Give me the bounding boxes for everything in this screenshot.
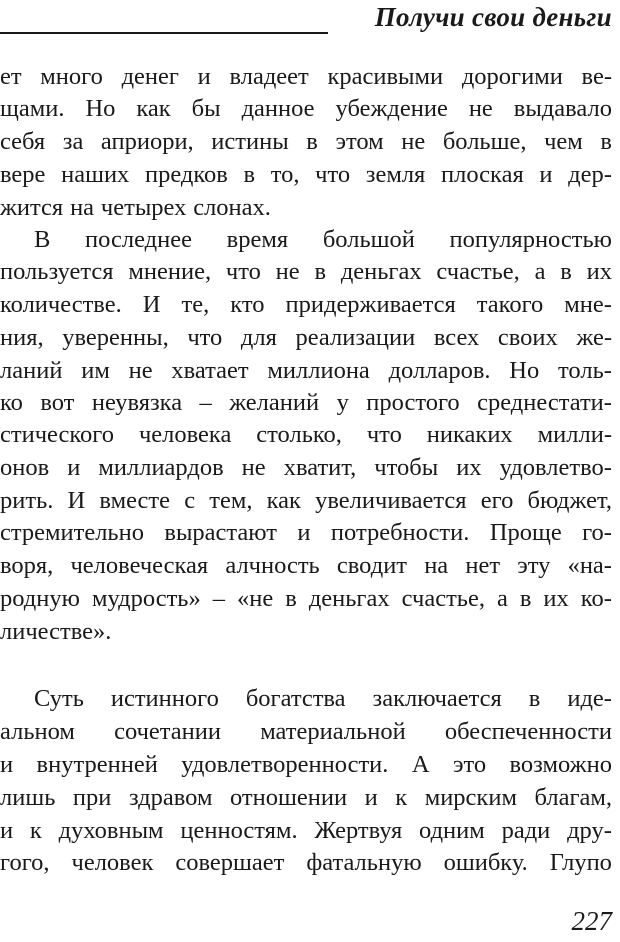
text-line: Суть истинного богатства заключается в иде- xyxy=(34,685,612,712)
text-line: ланий им не хватает миллиона долларов. Но толь- xyxy=(0,357,612,384)
text-line: вере наших предков в то, что земля плоская и дер- xyxy=(0,161,612,188)
text-line: онов и миллиардов не хватит, чтобы их удовлетво- xyxy=(0,454,612,481)
text-line: щами. Но как бы данное убеждение не выдавало xyxy=(0,95,612,122)
text-line: ко вот неувязка – желаний у простого среднестати- xyxy=(0,389,612,416)
text-line: ет много денег и владеет красивыми дорогими ве- xyxy=(0,63,612,90)
header-rule xyxy=(0,32,328,34)
text-line: жится на четырех слонах. xyxy=(0,194,271,221)
text-line: и к духовным ценностям. Жертвуя одним ради дру- xyxy=(0,817,612,844)
text-line: воря, человеческая алчность сводит на нет эту «на- xyxy=(0,552,612,579)
text-line: лишь при здравом отношении и к мирским благам, xyxy=(0,784,612,811)
page-number: 227 xyxy=(571,906,612,936)
text-line: количестве. И те, кто придерживается такого мне- xyxy=(0,291,612,318)
text-line: гого, человек совершает фатальную ошибку. Глупо xyxy=(0,849,612,876)
text-line: стического человека столько, что никаких милли- xyxy=(0,421,612,448)
text-line: ния, уверенны, что для реализации всех своих же- xyxy=(0,324,612,351)
text-line: рить. И вместе с тем, как увеличивается его бюджет, xyxy=(0,487,612,514)
text-line: личестве». xyxy=(0,618,112,645)
text-line: альном сочетании материальной обеспеченности xyxy=(0,718,612,745)
text-line: пользуется мнение, что не в деньгах счастье, а в их xyxy=(0,258,612,285)
text-line: себя за априори, истины в этом не больше, чем в xyxy=(0,128,612,155)
text-line: родную мудрость» – «не в деньгах счастье, а в их ко- xyxy=(0,585,612,612)
text-line: стремительно вырастают и потребности. Проще го- xyxy=(0,519,612,546)
text-line: и внутренней удовлетворенности. А это возможно xyxy=(0,751,612,778)
text-line: В последнее время большой популярностью xyxy=(34,226,612,253)
running-title: Получи свои деньги xyxy=(374,2,612,32)
